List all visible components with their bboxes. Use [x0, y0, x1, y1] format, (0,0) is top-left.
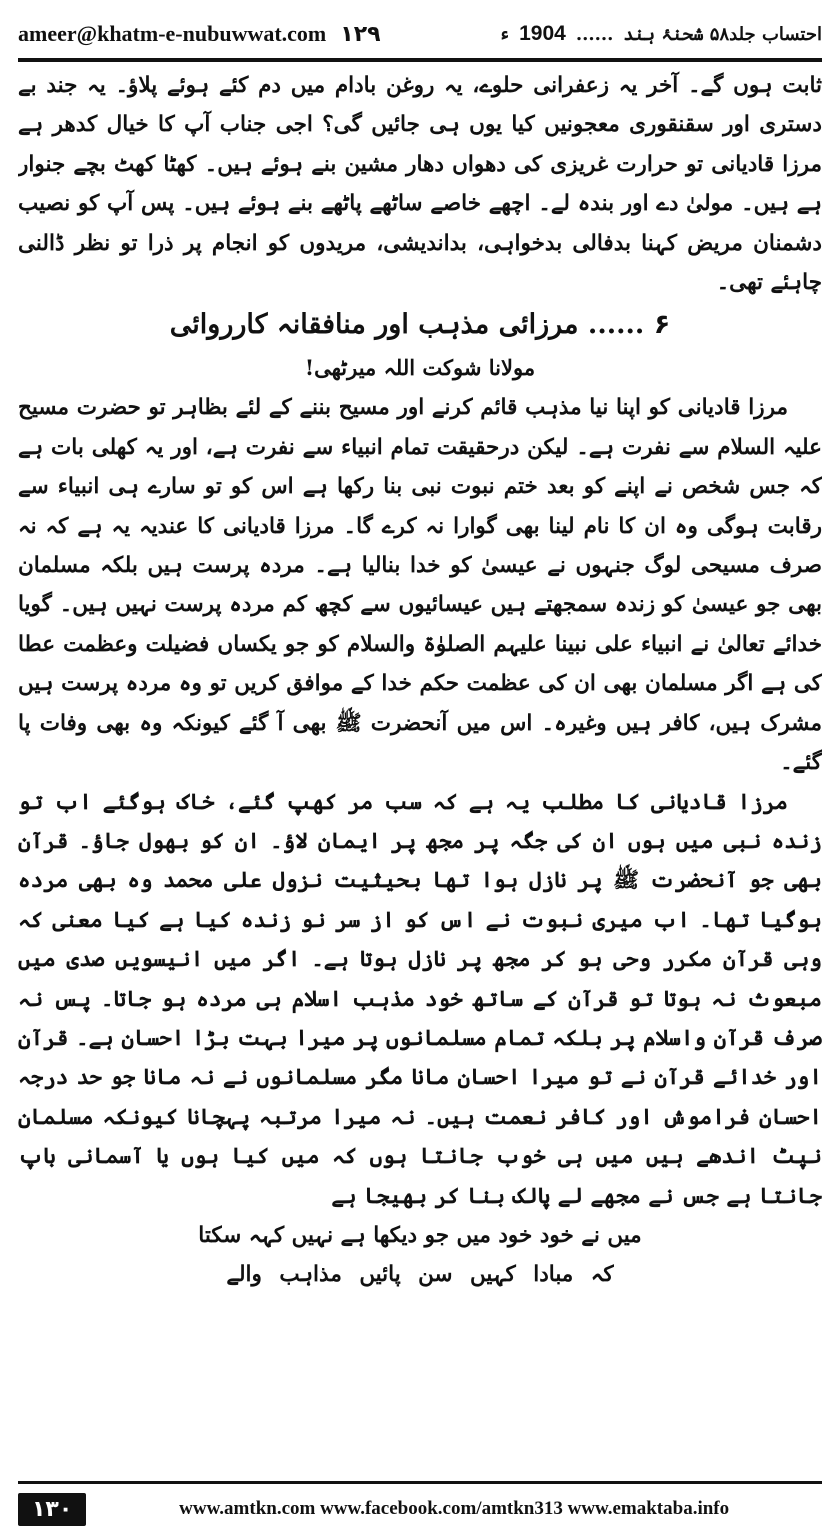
section-heading [18, 302, 822, 348]
header-rule [18, 58, 822, 62]
section-number: ۶ [653, 309, 671, 341]
footer-page-number: ۱۳۰ [18, 1493, 86, 1526]
header-year: 1904 [519, 22, 566, 45]
section-author: مولانا شوکت اللہ میرٹھی! [304, 355, 536, 381]
header-book-title: احتساب جلد۵۸ شحنۂ ہند [623, 23, 822, 45]
section-title: مرزائی مذہب اور منافقانہ کارروائی [169, 309, 579, 341]
verse-line-1: میں نے خود خود میں جو دیکھا ہے نہیں کہہ سکتا [198, 1222, 642, 1248]
header-left [18, 21, 381, 47]
verse-line-2: کہ مبادا کہیں سن پائیں مذاہب والے [226, 1262, 614, 1288]
header-year-suffix: ء [500, 23, 510, 45]
header-dots: ...... [575, 23, 614, 45]
footer-urls[interactable]: www.amtkn.com www.facebook.com/amtkn313 www.emaktaba.info [179, 1498, 730, 1519]
paragraph-2: مرزا قادیانی کو اپنا نیا مذہب قائم کرنے اور مسیح بننے کے لئے بظاہر تو حضرت مسیح علیہ السلام سے نفرت ہے۔ لیکن درحقیقت تمام انبیاء سے نفرت ہے، اور یہ کھلی بات ہے کہ جس شخص نے اپنے کو بعد ختم نبوت نبی بنا رکھا ہے اس کو تو سارے ہی انبیاء سے رقابت ہوگی وہ ان کا نام لینا بھی گوارا نہ کرے گا۔ مرزا قادیانی کا عندیہ یہ ہے کہ نہ صرف مسیحی لوگ جنہوں نے عیسیٰ کو خدا بنالیا ہے۔ مردہ پرست ہیں بلکہ مسلمان بھی جو عیسیٰ کو زندہ سمجھتے ہیں عیسائیوں سے کچھ کم مردہ پرست نہیں ہیں۔ گویا خدائے تعالیٰ نے انبیاء علی نبینا علیہم الصلوٰۃ والسلام کو جو یکساں فضیلت وعظمت عطا کی ہے اگر مسلمان بھی ان کی عظمت حکم خدا کے موافق کریں تو وہ مردہ پرست ہیں مشرک ہیں، کافر ہیں وغیرہ۔ اس میں آنحضرت ﷺ بھی آ گئے کیونکہ وہ بھی وفات پا گئے۔ [18, 395, 822, 776]
section-dots: ...... [587, 309, 645, 341]
header-email[interactable]: ameer@khatm-e-nubuwwat.com [18, 21, 327, 46]
paragraph-1: ثابت ہوں گے۔ آخر یہ زعفرانی حلوے، یہ روغن بادام میں دم کئے ہوئے پلاؤ۔ یہ جند بے دستری اور سقنقوری معجونیں کیا یوں ہی جائیں گی؟ اجی جناب آپ کا خیال کدھر ہے مرزا قادیانی تو حرارت غریزی کی دھواں دھار مشین بنے ہوئے ہیں۔ کھٹا کھٹ بچے جنوار ہے ہیں۔ مولیٰ دے اور بندہ لے۔ اچھے خاصے ساٹھے پاٹھے بنے ہوئے ہیں۔ پس آپ کو نصیب دشمنان مریض کہنا بدفالی بدخواہی، بداندیشی، مریدوں کو انجام پر ذرا تو نظر ڈالنی چاہئے تھی۔ [18, 73, 822, 296]
paragraph-3: مرزا قادیانی کا مطلب یہ ہے کہ سب مر کھپ گئے، خاک ہوگئے اب تو زندہ نبی میں ہوں ان کی جگہ پر مجھ پر ایمان لاؤ۔ ان کو بھول جاؤ۔ قرآن بھی جو آنحضرت ﷺ پر نازل ہوا تھا بحیثیت نزول علی محمد وہ بھی مردہ ہوگیا تھا۔ اب میری نبوت نے اس کو از سر نو زندہ کیا ہے کیا معنی کہ وہی قرآن مکرر وحی ہو کر مجھ پر نازل ہوتا ہے۔ اگر میں انیسویں صدی میں مبعوث نہ ہوتا تو قرآن کے ساتھ خود مذہب اسلام ہی مردہ ہو جاتا۔ پس نہ صرف قرآن واسلام پر بلکہ تمام مسلمانوں پر میرا بہت بڑا احسان ہے۔ قرآن اور خدائے قرآن نے تو میرا احسان مانا مگر مسلمانوں نے نہ مانا جو حد درجہ احسان فراموش اور کافر نعمت ہیں۔ نہ میرا مرتبہ پہچانا کیونکہ مسلمان نپٹ اندھے ہیں میں ہی خوب جانتا ہوں کہ میں کیا ہوں یا آسمانی باپ جانتا ہے جس نے مجھے لے پالک بنا کر بھیجا ہے [18, 789, 822, 1209]
page-footer [18, 1486, 822, 1532]
page-header [18, 14, 822, 54]
footer-rule [18, 1481, 822, 1484]
header-page-number: ۱۲۹ [340, 21, 381, 47]
header-right [501, 22, 822, 46]
page-body [18, 66, 822, 1472]
